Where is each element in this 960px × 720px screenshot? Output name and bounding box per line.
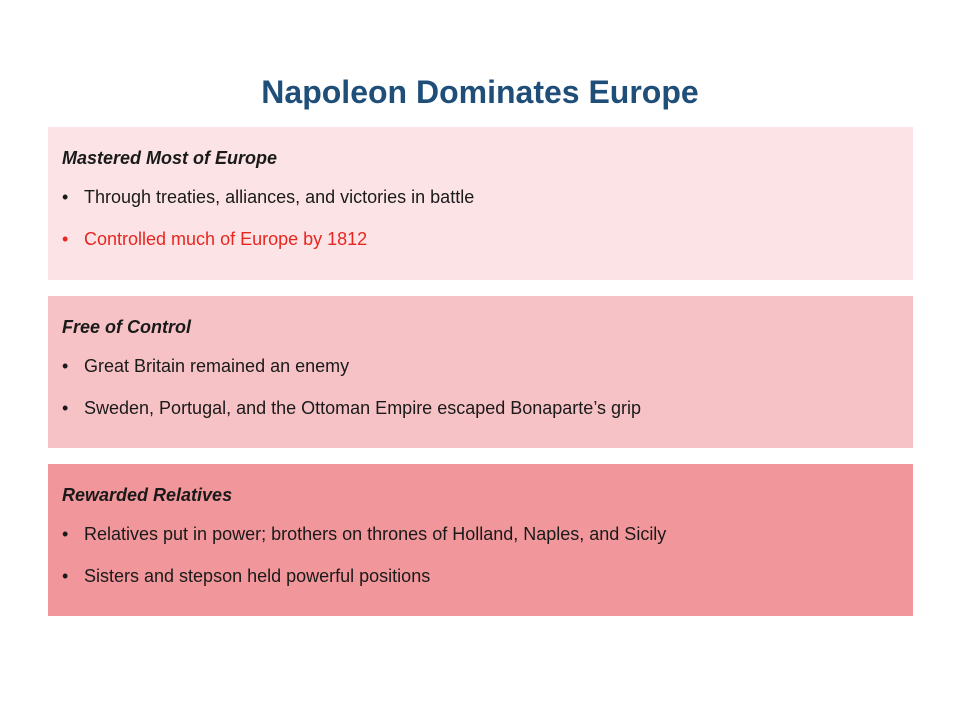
bullet-icon: • [62, 398, 69, 418]
bullet-text: Sisters and stepson held powerful positions [84, 566, 431, 586]
bullet-text: Sweden, Portugal, and the Ottoman Empire escaped Bonaparte’s grip [84, 398, 642, 418]
bullet-icon: • [62, 356, 69, 376]
bullet-item [62, 523, 899, 545]
bullet-text: Controlled much of Europe by 1812 [84, 229, 368, 249]
bullet-item [62, 186, 899, 208]
bullet-icon: • [62, 524, 69, 544]
bullet-icon: • [62, 566, 69, 586]
bullet-item [62, 355, 899, 377]
bullet-icon: • [62, 187, 69, 207]
section-mastered-most-of-europe [48, 127, 913, 280]
section-heading: Free of Control [62, 317, 191, 337]
bullet-item [62, 397, 899, 419]
bullet-list [62, 186, 899, 250]
bullet-item [62, 565, 899, 587]
bullet-text: Great Britain remained an enemy [84, 356, 350, 376]
bullet-text: Through treaties, alliances, and victories in battle [84, 187, 475, 207]
bullet-list [62, 523, 899, 587]
bullet-icon: • [62, 229, 69, 249]
bullet-list [62, 355, 899, 419]
section-heading: Rewarded Relatives [62, 485, 233, 505]
bullet-item-highlighted [62, 228, 899, 250]
section-free-of-control [48, 296, 913, 448]
slide-title: Napoleon Dominates Europe [261, 74, 699, 110]
section-rewarded-relatives [48, 464, 913, 616]
section-heading: Mastered Most of Europe [62, 148, 278, 168]
bullet-text: Relatives put in power; brothers on thrones of Holland, Naples, and Sicily [84, 524, 667, 544]
